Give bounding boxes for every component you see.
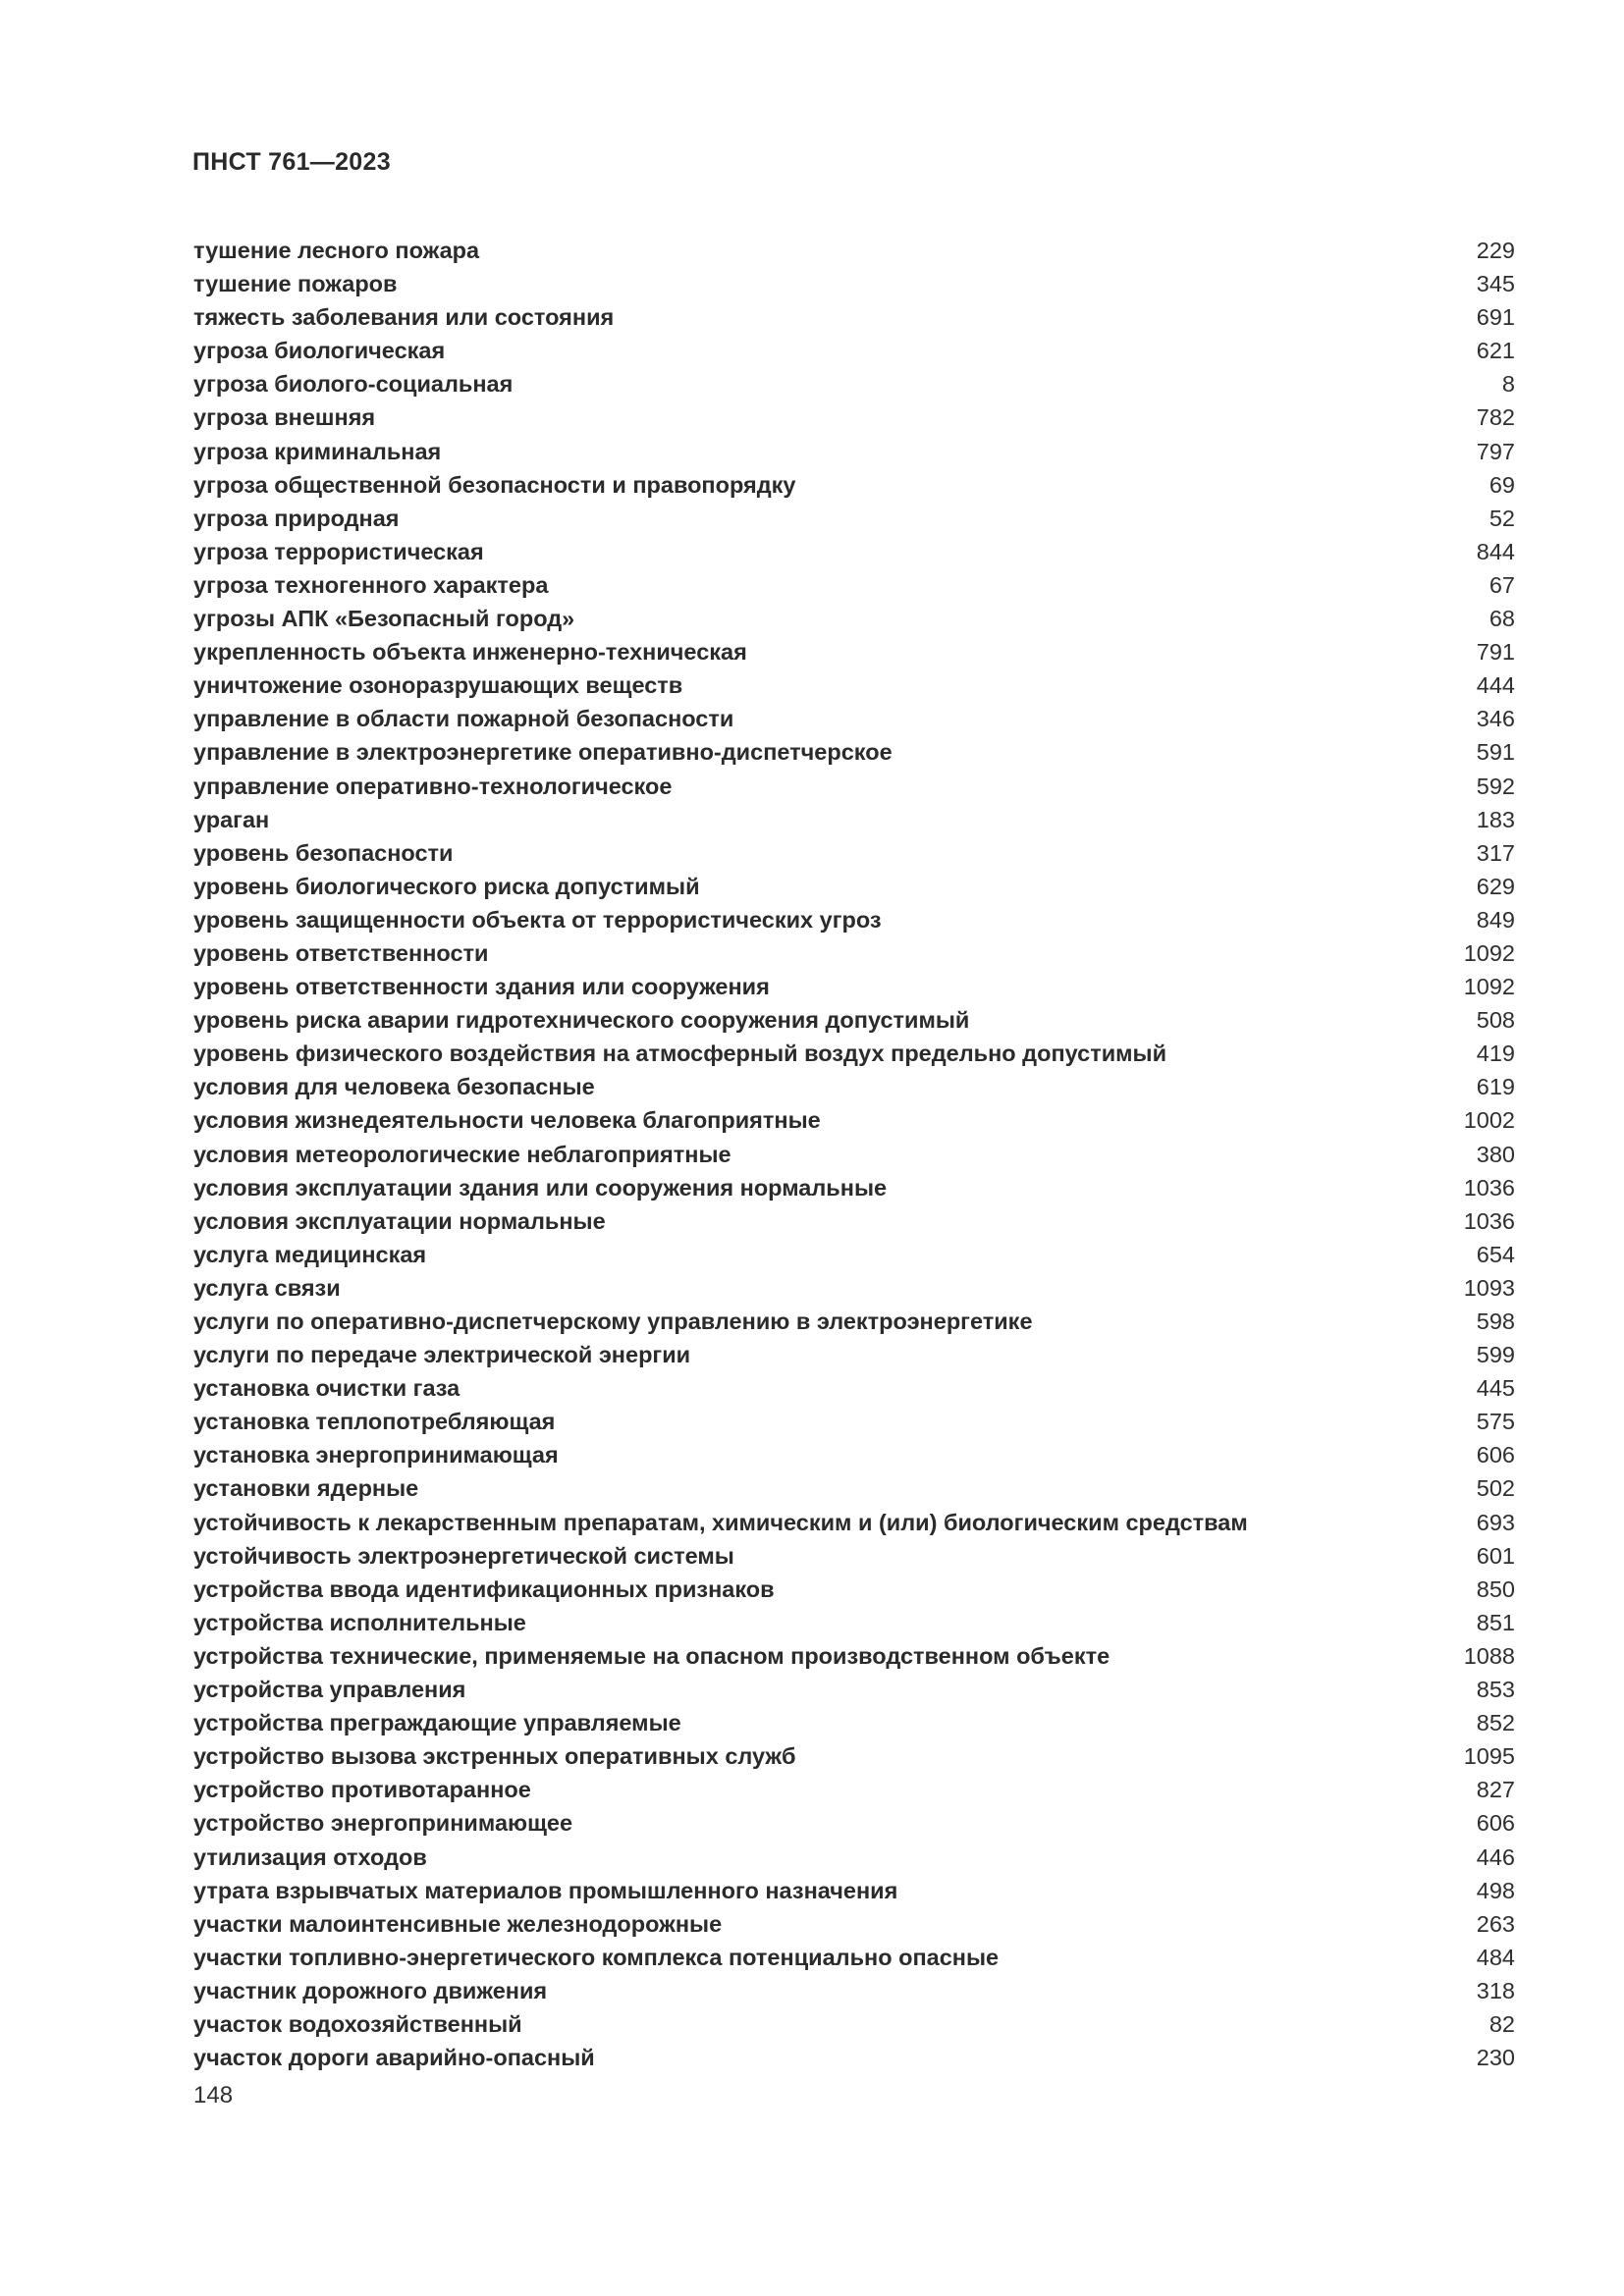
index-entry: [193, 568, 1515, 602]
index-term: устойчивость электроэнергетической системы: [193, 1542, 734, 1569]
index-term-number: 484: [1476, 1944, 1515, 1970]
index-entry: [193, 1471, 1515, 1505]
index-term-number: 852: [1476, 1710, 1515, 1736]
index-term-number: 69: [1489, 471, 1515, 498]
index-term: установка энергопринимающая: [193, 1442, 559, 1468]
index-term-number: 345: [1476, 271, 1515, 297]
index-term-number: 606: [1476, 1810, 1515, 1837]
index-term: участки малоинтенсивные железнодорожные: [193, 1910, 723, 1937]
index-entry: [193, 1706, 1515, 1739]
index-term: тяжесть заболевания или состояния: [193, 304, 615, 331]
index-entry: [193, 1271, 1515, 1305]
index-entry: [193, 234, 1515, 267]
index-term: управление оперативно-технологическое: [193, 773, 673, 799]
index-entry: [193, 334, 1515, 367]
index-term: услуга связи: [193, 1274, 341, 1301]
index-term: уровень защищенности объекта от террористических угроз: [193, 906, 882, 933]
index-term: уровень безопасности: [193, 839, 454, 866]
index-term-number: 849: [1476, 906, 1515, 933]
index-term: укрепленность объекта инженерно-техническая: [193, 639, 747, 666]
index-term: уничтожение озоноразрушающих веществ: [193, 672, 683, 699]
index-list: [193, 234, 1515, 2074]
index-term: уровень риска аварии гидротехнического сооружения допустимый: [193, 1007, 970, 1034]
index-term: угроза биолого-социальная: [193, 371, 514, 398]
index-term-number: 502: [1476, 1475, 1515, 1502]
index-term-number: 851: [1476, 1609, 1515, 1635]
index-term: условия метеорологические неблагоприятные: [193, 1141, 731, 1167]
index-entry: [193, 1438, 1515, 1471]
index-term-number: 1092: [1463, 974, 1515, 1000]
index-entry: [193, 1941, 1515, 1974]
index-entry: [193, 1338, 1515, 1371]
index-term-number: 1002: [1463, 1107, 1515, 1134]
index-entry: [193, 1405, 1515, 1438]
index-term: устройство вызова экстренных оперативных служб: [193, 1743, 796, 1770]
index-term-number: 591: [1476, 739, 1515, 766]
index-term: уровень ответственности здания или сооружения: [193, 974, 770, 1000]
index-term-number: 419: [1476, 1041, 1515, 1067]
index-entry: [193, 735, 1515, 769]
index-entry: [193, 870, 1515, 903]
index-term: устойчивость к лекарственным препаратам, химическим и (или) биологическим средствам: [193, 1509, 1248, 1535]
index-term-number: 619: [1476, 1074, 1515, 1100]
index-term: уровень физического воздействия на атмосферный воздух предельно допустимый: [193, 1041, 1167, 1067]
index-term: условия эксплуатации здания или сооружения нормальные: [193, 1174, 888, 1201]
index-entry: [193, 1138, 1515, 1171]
index-term-number: 606: [1476, 1442, 1515, 1468]
index-term-number: 82: [1489, 2010, 1515, 2037]
index-term-number: 598: [1476, 1308, 1515, 1334]
index-entry: [193, 635, 1515, 668]
index-term: условия жизнедеятельности человека благоприятные: [193, 1107, 821, 1134]
index-term-number: 1093: [1463, 1274, 1515, 1301]
index-term: угроза природная: [193, 505, 400, 531]
index-term-number: 601: [1476, 1542, 1515, 1569]
index-term: уровень ответственности: [193, 939, 489, 966]
index-entry: [193, 502, 1515, 535]
index-entry: [193, 1037, 1515, 1070]
index-term-number: 263: [1476, 1910, 1515, 1937]
index-entry: [193, 1371, 1515, 1405]
index-term-number: 782: [1476, 404, 1515, 431]
index-term-number: 629: [1476, 873, 1515, 899]
index-term: установка очистки газа: [193, 1375, 460, 1402]
index-term: устройства преграждающие управляемые: [193, 1710, 681, 1736]
index-term-number: 850: [1476, 1575, 1515, 1602]
document-header: ПНСТ 761—2023: [192, 148, 391, 176]
index-term-number: 575: [1476, 1409, 1515, 1435]
index-term-number: 1036: [1463, 1174, 1515, 1201]
index-term: угрозы АПК «Безопасный город»: [193, 606, 575, 632]
index-term: условия эксплуатации нормальные: [193, 1207, 606, 1234]
index-term-number: 318: [1476, 1977, 1515, 2003]
index-entry: [193, 1806, 1515, 1840]
index-entry: [193, 836, 1515, 870]
index-term: угроза техногенного характера: [193, 571, 549, 598]
index-term-number: 68: [1489, 606, 1515, 632]
index-term-number: 797: [1476, 438, 1515, 464]
index-term: устройства технические, применяемые на опасном производственном объекте: [193, 1642, 1110, 1669]
index-entry: [193, 1739, 1515, 1773]
index-term-number: 183: [1476, 806, 1515, 832]
index-term: ураган: [193, 806, 270, 832]
index-entry: [193, 435, 1515, 468]
index-term: угроза общественной безопасности и правопорядку: [193, 471, 796, 498]
index-entry: [193, 936, 1515, 970]
index-term-number: 621: [1476, 338, 1515, 364]
index-entry: [193, 300, 1515, 334]
index-term-number: 498: [1476, 1877, 1515, 1903]
index-term-number: 827: [1476, 1777, 1515, 1803]
index-term: утрата взрывчатых материалов промышленного назначения: [193, 1877, 898, 1903]
index-entry: [193, 267, 1515, 300]
index-term-number: 654: [1476, 1241, 1515, 1267]
index-term: устройство энергопринимающее: [193, 1810, 573, 1837]
index-term-number: 599: [1476, 1342, 1515, 1368]
index-term: условия для человека безопасные: [193, 1074, 595, 1100]
index-term-number: 8: [1501, 371, 1515, 398]
index-term: участник дорожного движения: [193, 1977, 548, 2003]
index-term: управление в области пожарной безопасности: [193, 706, 734, 732]
index-term: установка теплопотребляющая: [193, 1409, 556, 1435]
index-entry: [193, 1003, 1515, 1037]
index-term-number: 691: [1476, 304, 1515, 331]
index-term: тушение лесного пожара: [193, 238, 480, 263]
index-term: управление в электроэнергетике оперативно-диспетчерское: [193, 739, 893, 766]
index-term: тушение пожаров: [193, 271, 398, 297]
index-entry: [193, 1573, 1515, 1606]
index-term-number: 230: [1476, 2045, 1515, 2071]
index-term-number: 52: [1489, 505, 1515, 531]
index-term: участок водохозяйственный: [193, 2010, 522, 2037]
index-entry: [193, 535, 1515, 568]
index-term-number: 1036: [1463, 1207, 1515, 1234]
index-entry: [193, 1204, 1515, 1238]
index-term: устройства управления: [193, 1677, 466, 1703]
index-term: устройства ввода идентификационных признаков: [193, 1575, 775, 1602]
index-term: участки топливно-энергетического комплекса потенциально опасные: [193, 1944, 1000, 1970]
index-term-number: 1088: [1463, 1642, 1515, 1669]
index-entry: [193, 367, 1515, 400]
index-entry: [193, 1673, 1515, 1706]
index-term: угроза внешняя: [193, 404, 376, 431]
index-term: услуги по оперативно-диспетчерскому управлению в электроэнергетике: [193, 1308, 1033, 1334]
index-entry: [193, 1171, 1515, 1204]
index-term: утилизация отходов: [193, 1843, 427, 1870]
index-term-number: 67: [1489, 571, 1515, 598]
index-term-number: 508: [1476, 1007, 1515, 1034]
index-term: установки ядерные: [193, 1475, 419, 1502]
index-term: устройства исполнительные: [193, 1609, 526, 1635]
index-entry: [193, 702, 1515, 735]
index-term-number: 592: [1476, 773, 1515, 799]
page-number: 148: [193, 2082, 234, 2109]
index-term-number: 445: [1476, 1375, 1515, 1402]
index-term-number: 693: [1476, 1509, 1515, 1535]
index-term-number: 853: [1476, 1677, 1515, 1703]
index-entry: [193, 602, 1515, 635]
index-entry: [193, 1639, 1515, 1673]
index-entry: [193, 2041, 1515, 2074]
index-entry: [193, 400, 1515, 434]
index-term: услуги по передаче электрической энергии: [193, 1342, 691, 1368]
index-term-number: 844: [1476, 538, 1515, 564]
index-term: угроза криминальная: [193, 438, 442, 464]
index-entry: [193, 1103, 1515, 1137]
index-entry: [193, 1907, 1515, 1941]
index-entry: [193, 1070, 1515, 1103]
index-term-number: 380: [1476, 1141, 1515, 1167]
index-entry: [193, 970, 1515, 1003]
index-entry: [193, 468, 1515, 502]
index-entry: [193, 1506, 1515, 1539]
index-entry: [193, 1606, 1515, 1639]
index-term-number: 791: [1476, 639, 1515, 666]
index-entry: [193, 1539, 1515, 1573]
index-entry: [193, 2007, 1515, 2041]
index-entry: [193, 903, 1515, 936]
index-term-number: 446: [1476, 1843, 1515, 1870]
index-entry: [193, 770, 1515, 803]
index-term-number: 346: [1476, 706, 1515, 732]
index-term-number: 229: [1476, 238, 1515, 263]
index-term: угроза биологическая: [193, 338, 446, 364]
index-entry: [193, 1238, 1515, 1271]
index-term: уровень биологического риска допустимый: [193, 873, 700, 899]
index-term-number: 317: [1476, 839, 1515, 866]
index-entry: [193, 668, 1515, 702]
index-term: угроза террористическая: [193, 538, 484, 564]
index-term-number: 1092: [1463, 939, 1515, 966]
index-term: услуга медицинская: [193, 1241, 427, 1267]
index-term: участок дороги аварийно-опасный: [193, 2045, 595, 2071]
index-term: устройство противотаранное: [193, 1777, 531, 1803]
index-entry: [193, 1305, 1515, 1338]
index-entry: [193, 1773, 1515, 1806]
index-entry: [193, 803, 1515, 836]
index-entry: [193, 1874, 1515, 1907]
index-entry: [193, 1974, 1515, 2007]
index-entry: [193, 1841, 1515, 1874]
index-term-number: 444: [1476, 672, 1515, 699]
index-term-number: 1095: [1463, 1743, 1515, 1770]
